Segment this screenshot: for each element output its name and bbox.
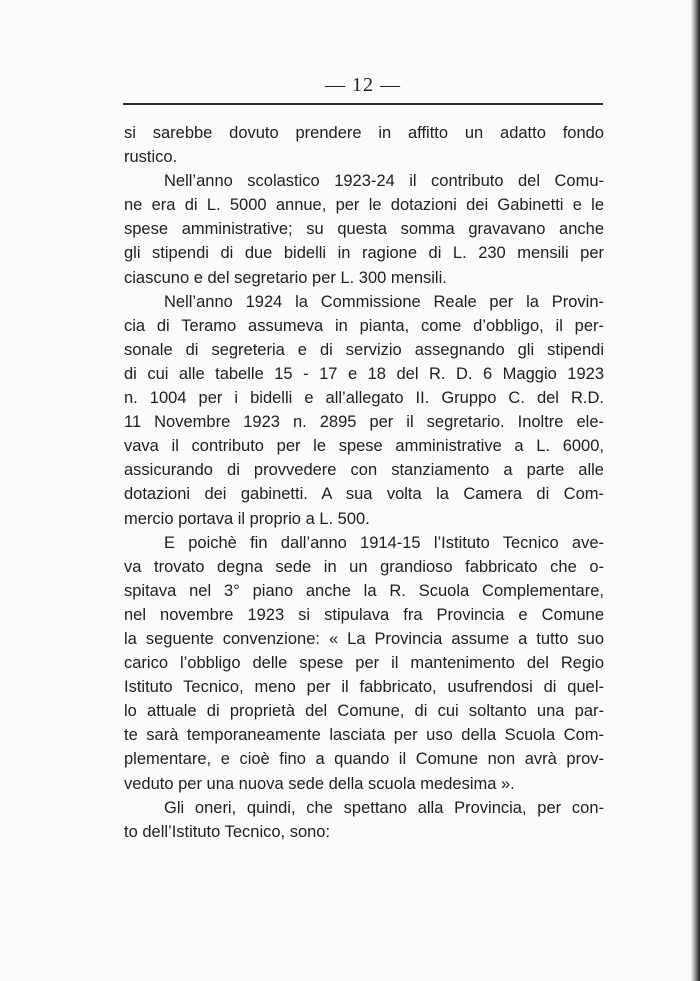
text-line: gli stipendi di due bidelli in ragione di L. 230 mensili per <box>124 244 604 263</box>
text-line: vava il contributo per le spese amministrative a L. 6000, <box>124 437 604 456</box>
text-line: Istituto Tecnico, meno per il fabbricato, usufrendosi di quel- <box>124 678 604 697</box>
text-line: to dell’Istituto Tecnico, sono: <box>124 822 331 841</box>
text-line: cia di Teramo assumeva in pianta, come d’obbligo, il per- <box>124 316 604 335</box>
text-line: nel novembre 1923 si stipulava fra Provincia e Comune <box>124 605 604 624</box>
text-line: Nell’anno 1924 la Commissione Reale per la Provin- <box>164 292 604 311</box>
text-line: si sarebbe dovuto prendere in affitto un adatto fondo <box>124 124 604 142</box>
body-text <box>124 121 604 844</box>
text-line: lo attuale di proprietà del Comune, di cui soltanto una par- <box>124 702 604 721</box>
header-rule <box>123 103 603 105</box>
text-line: E poichè fin dall’anno 1914-15 l’Istituto Tecnico ave- <box>164 533 604 552</box>
text-line: spese amministrative; su questa somma gravavano anche <box>124 220 604 239</box>
text-line: assicurando di provvedere con stanziamento a parte alle <box>124 461 604 480</box>
text-line: dotazioni dei gabinetti. A sua volta la Camera di Com- <box>124 485 604 504</box>
text-line: carico l’obbligo delle spese per il mantenimento del Regio <box>124 654 604 673</box>
page-edge-shadow <box>691 0 700 981</box>
text-line: spitava nel 3° piano anche la R. Scuola Complementare, <box>124 581 604 600</box>
text-line: di cui alle tabelle 15 - 17 e 18 del R. D. 6 Maggio 1923 <box>124 364 604 383</box>
text-line: ciascuno e del segretario per L. 300 mensili. <box>124 268 447 287</box>
text-line: 11 Novembre 1923 n. 2895 per il segretario. Inoltre ele- <box>124 413 604 432</box>
text-line: ne era di L. 5000 annue, per le dotazioni dei Gabinetti e le <box>124 196 604 215</box>
text-line: veduto per una nuova sede della scuola medesima ». <box>124 774 515 793</box>
text-line: Gli oneri, quindi, che spettano alla Provincia, per con- <box>164 798 604 817</box>
text-line: la seguente convenzione: « La Provincia assume a tutto suo <box>124 629 604 648</box>
text-line: va trovato degna sede in un grandioso fabbricato che o- <box>124 557 604 576</box>
text-line: te sarà temporaneamente lasciata per uso della Scuola Com- <box>124 726 604 745</box>
text-line: n. 1004 per i bidelli e all’allegato II. Gruppo C. del R.D. <box>124 389 604 408</box>
text-line: sonale di segreteria e di servizio assegnando gli stipendi <box>124 340 604 359</box>
text-line: rustico. <box>124 148 178 167</box>
page-number: — 12 — <box>325 74 401 96</box>
text-line: plementare, e cioè fino a quando il Comune non avrà prov- <box>124 750 604 769</box>
text-line: Nell’anno scolastico 1923-24 il contributo del Comu- <box>164 172 604 191</box>
text-line: mercio portava il proprio a L. 500. <box>124 509 370 528</box>
